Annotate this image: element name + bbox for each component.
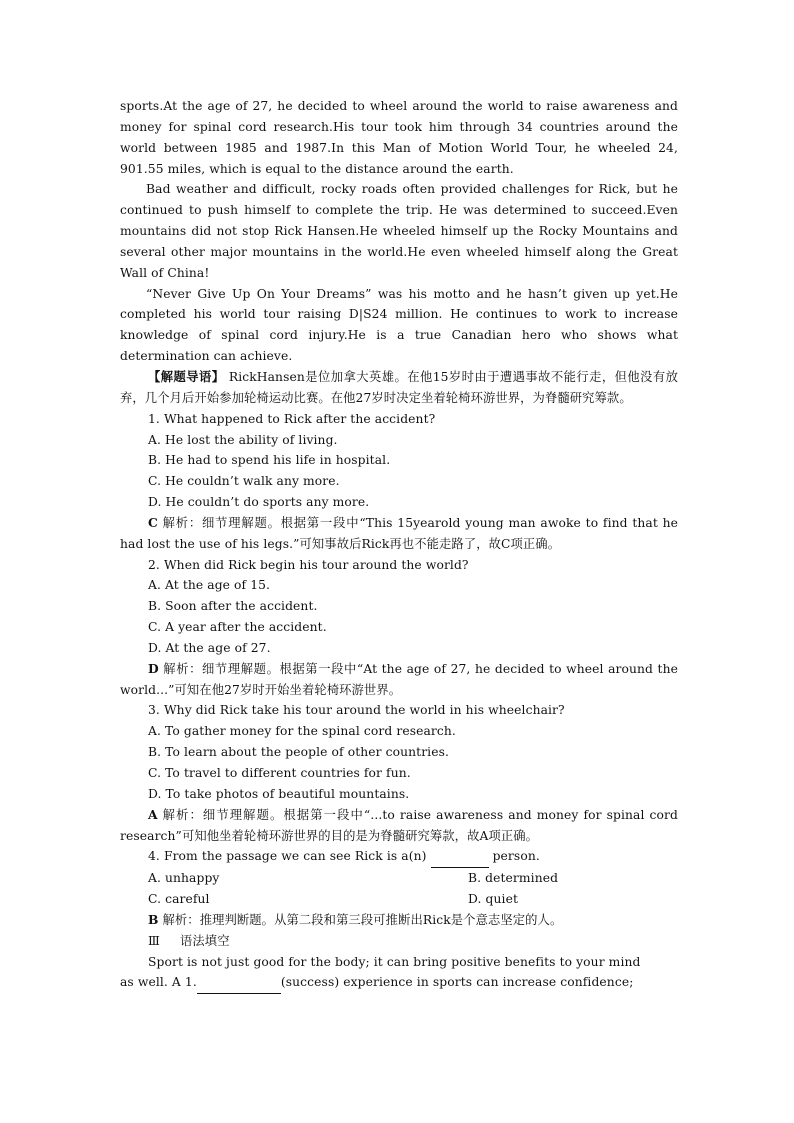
answer-analysis: [120, 805, 678, 847]
analysis-text: 解析：细节理解题。根据第一段中“At the age of 27, he decided to wheel around the world...”可知在他27岁时开始坐着轮椅环游世界。: [120, 661, 678, 697]
question-stem: 3. Why did Rick take his tour around the world in his wheelchair?: [148, 703, 565, 718]
section-title: 语法填空: [180, 933, 230, 948]
analysis-text: 解析：推理判断题。从第二段和第三段可推断出Rick是个意志坚定的人。: [158, 912, 563, 927]
answer-analysis: [120, 910, 678, 931]
answer-blank: [431, 846, 489, 868]
option-b: B. He had to spend his life in hospital.: [148, 453, 391, 468]
guide-paragraph: [120, 367, 678, 409]
grammar-hint: (success) experience in sports can increase confidence;: [280, 975, 634, 990]
answer-letter: D: [148, 660, 159, 676]
option-row-1: [120, 868, 678, 889]
answer-letter: A: [148, 806, 158, 822]
guide-label: 【解题导语】: [148, 368, 225, 384]
section-heading: [120, 931, 678, 952]
question-stem: [120, 846, 678, 868]
grammar-line-2: [120, 972, 678, 994]
stem-after: person.: [488, 849, 540, 864]
question-3: [120, 700, 678, 846]
answer-letter: C: [148, 514, 158, 530]
option-a: A. unhappy: [148, 871, 220, 886]
passage-paragraph-2: Bad weather and difficult, rocky roads often provided challenges for Rick, but he continued to push himself to complete the trip. He was determined to succeed.Even mountains did not stop Rick Hansen.He wheeled himself up the Rocky Mountains and several other major mountains in the world.He even wheeled himself along the Great Wall of China!: [120, 182, 678, 280]
answer-analysis: [120, 513, 678, 555]
option-b: B. Soon after the accident.: [148, 599, 318, 614]
question-2: [120, 555, 678, 701]
option-d: D. At the age of 27.: [148, 640, 271, 655]
analysis-text: 解析：细节理解题。根据第一段中“...to raise awareness and money for spinal cord research”可知他坐着轮椅环游世界的目的是为脊髓研究筹款，故A项正确。: [120, 807, 678, 843]
option-c: C. A year after the accident.: [148, 620, 327, 635]
answer-analysis: [120, 659, 678, 701]
passage-paragraph-3: “Never Give Up On Your Dreams” was his motto and he hasn’t given up yet.He completed his world tour raising D|S24 million. He continues to work to increase knowledge of spinal cord injury.He is a true Canadian hero who shows what determination can achieve.: [120, 286, 678, 364]
grammar-blank-1: [197, 972, 281, 994]
analysis-text: 解析：细节理解题。根据第一段中“This 15yearold young man awoke to find that he had lost the use of his legs.”可知事故后Rick再也不能走路了，故C项正确。: [120, 515, 678, 551]
option-c: C. To travel to different countries for fun.: [148, 766, 411, 780]
option-row-2: [120, 889, 678, 910]
guide-text: RickHansen是位加拿大英雄。在他15岁时由于遭遇事故不能行走，但他没有放弃，几个月后开始参加轮椅运动比赛。在他27岁时决定坐着轮椅环游世界，为脊髓研究筹款。: [120, 369, 679, 405]
question-4: [120, 846, 678, 930]
question-stem: 2. When did Rick begin his tour around the world?: [148, 557, 469, 572]
document-page: [120, 96, 678, 994]
option-a: A. At the age of 15.: [148, 578, 271, 593]
stem-before: 4. From the passage we can see Rick is a(n): [148, 849, 431, 864]
option-b: B. determined: [468, 871, 559, 886]
question-stem: 1. What happened to Rick after the accident?: [148, 411, 436, 426]
option-b: B. To learn about the people of other countries.: [148, 745, 449, 760]
grammar-before: as well. A 1.: [120, 975, 197, 990]
option-c: C. careful: [148, 892, 210, 907]
option-d: D. He couldn’t do sports any more.: [148, 495, 370, 510]
option-d: D. quiet: [468, 892, 518, 907]
section-number: Ⅲ: [148, 933, 160, 948]
grammar-line-1: Sport is not just good for the body; it can bring positive benefits to your mind: [148, 954, 641, 969]
question-1: [120, 409, 678, 555]
passage-paragraph-1: sports.At the age of 27, he decided to wheel around the world to raise awareness and money for spinal cord research.His tour took him through 34 countries around the world between 1985 and 1987.In this Man of Motion World Tour, he wheeled 24, 901.55 miles, which is equal to the distance around the earth.: [120, 99, 678, 176]
option-a: A. To gather money for the spinal cord research.: [148, 724, 456, 739]
option-a: A. He lost the ability of living.: [148, 432, 338, 447]
answer-letter: B: [148, 911, 159, 927]
option-c: C. He couldn’t walk any more.: [148, 474, 340, 489]
option-d: D. To take photos of beautiful mountains.: [148, 786, 410, 801]
